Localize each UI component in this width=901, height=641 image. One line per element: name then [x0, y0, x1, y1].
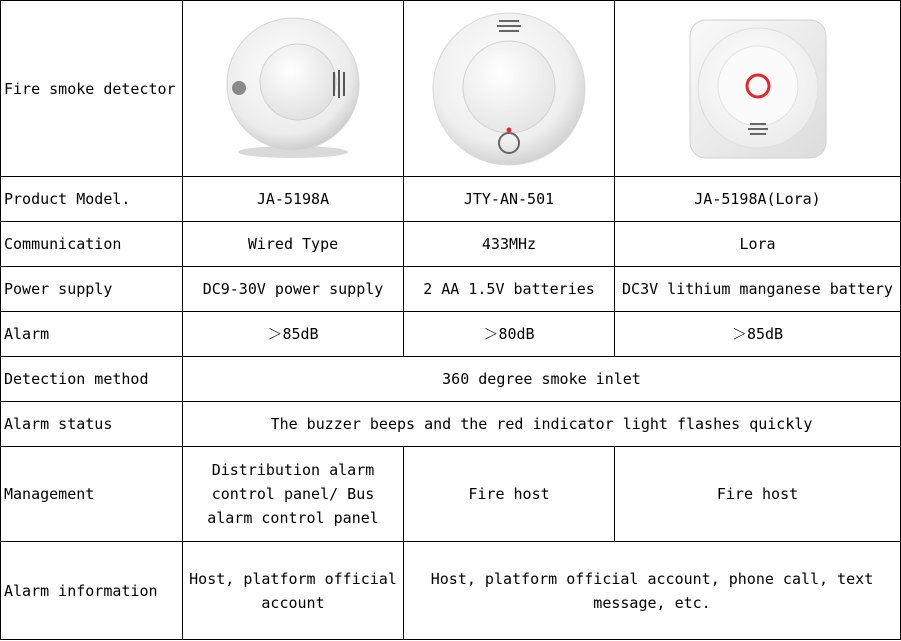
row-label: Detection method	[1, 357, 183, 402]
cell-value: Fire host	[615, 447, 901, 542]
row-alarm-status	[1, 402, 901, 447]
cell-value: 360 degree smoke inlet	[183, 357, 901, 402]
row-alarm-information	[1, 542, 901, 640]
cell-value: Wired Type	[183, 222, 404, 267]
row-label: Alarm status	[1, 402, 183, 447]
row-label: Communication	[1, 222, 183, 267]
row-label: Alarm information	[1, 542, 183, 640]
cell-value: Host, platform official account, phone call, text message, etc.	[404, 542, 901, 640]
cell-value: JTY-AN-501	[404, 177, 615, 222]
cell-value: The buzzer beeps and the red indicator light flashes quickly	[183, 402, 901, 447]
row-label: Product Model.	[1, 177, 183, 222]
cell-value: Fire host	[404, 447, 615, 542]
smoke-detector-wired-image	[218, 14, 368, 164]
image-row	[1, 1, 901, 177]
row-detection-method	[1, 357, 901, 402]
cell-value: ＞85dB	[615, 312, 901, 357]
cell-value: Distribution alarm control panel/ Bus alarm control panel	[183, 447, 404, 542]
cell-value: Lora	[615, 222, 901, 267]
row-alarm	[1, 312, 901, 357]
cell-value: 2 AA 1.5V batteries	[404, 267, 615, 312]
product-image-2	[404, 1, 615, 177]
cell-value: DC3V lithium manganese battery	[615, 267, 901, 312]
smoke-detector-433mhz-image	[429, 9, 589, 169]
cell-value: JA-5198A(Lora)	[615, 177, 901, 222]
cell-value: ＞80dB	[404, 312, 615, 357]
row-management	[1, 447, 901, 542]
row-product-model	[1, 177, 901, 222]
row-label: Alarm	[1, 312, 183, 357]
row-label: Management	[1, 447, 183, 542]
row-power-supply	[1, 267, 901, 312]
cell-value: JA-5198A	[183, 177, 404, 222]
row-communication	[1, 222, 901, 267]
smoke-detector-lora-image	[678, 14, 838, 164]
header-label: Fire smoke detector	[1, 1, 183, 177]
cell-value: DC9-30V power supply	[183, 267, 404, 312]
cell-value: ＞85dB	[183, 312, 404, 357]
row-label: Power supply	[1, 267, 183, 312]
cell-value: 433MHz	[404, 222, 615, 267]
product-image-1	[183, 1, 404, 177]
product-image-3	[615, 1, 901, 177]
cell-value: Host, platform official account	[183, 542, 404, 640]
